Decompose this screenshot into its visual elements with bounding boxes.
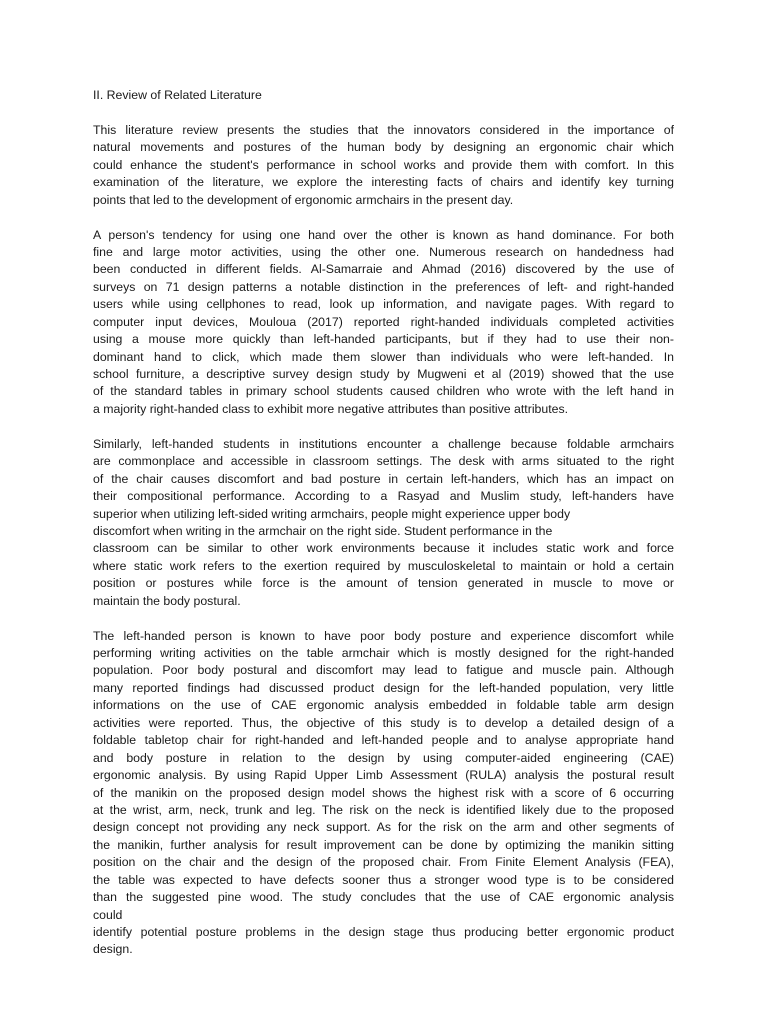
text-line: and body posture in relation to the design by using computer-aided engineering (CAE) bbox=[93, 750, 674, 765]
body-text bbox=[93, 122, 674, 959]
text-line: users while using cellphones to read, look up information, and navigate pages. With regard to bbox=[93, 297, 674, 312]
paragraph-3 bbox=[93, 436, 674, 610]
text-line: examination of the literature, we explore the interesting facts of chairs and identify key turning bbox=[93, 175, 674, 190]
paragraph-4 bbox=[93, 628, 674, 959]
text-line: design. bbox=[93, 942, 133, 957]
text-line: informations on the use of CAE ergonomic analysis embedded in foldable table arm design bbox=[93, 698, 674, 713]
text-line: could enhance the student's performance in school works and provide them with comfort. In this bbox=[93, 157, 674, 172]
text-line: school furniture, a descriptive survey design study by Mugweni et al (2019) showed that the use bbox=[93, 367, 674, 382]
text-line: The left-handed person is known to have poor body posture and experience discomfort while bbox=[93, 628, 674, 643]
text-line: their compositional performance. According to a Rasyad and Muslim study, left-handers have bbox=[93, 489, 674, 504]
text-line: than the suggested pine wood. The study concludes that the use of CAE ergonomic analysis bbox=[93, 890, 674, 905]
text-line: position on the chair and the design of the proposed chair. From Finite Element Analysis (FEA), bbox=[93, 855, 674, 870]
text-line: fine and large motor activities, using the other one. Numerous research on handedness had bbox=[93, 244, 674, 259]
text-line: of the manikin on the proposed design model shows the highest risk with a score of 6 occurring bbox=[93, 785, 674, 800]
section-heading: II. Review of Related Literature bbox=[93, 88, 262, 102]
text-line: been conducted in different fields. Al-Samarraie and Ahmad (2016) discovered by the use of bbox=[93, 262, 674, 277]
text-line: classroom can be similar to other work environments because it includes static work and force bbox=[93, 541, 674, 556]
text-line: are commonplace and accessible in classroom settings. The desk with arms situated to the right bbox=[93, 454, 674, 469]
text-line: surveys on 71 design patterns a notable distinction in the preferences of left- and right-handed bbox=[93, 279, 674, 294]
text-line: design concept not providing any neck support. As for the risk on the arm and other segments of bbox=[93, 820, 674, 835]
text-line: where static work refers to the exertion required by musculoskeletal to maintain or hold a certain bbox=[93, 558, 674, 573]
text-line: maintain the body postural. bbox=[93, 593, 241, 608]
text-line: of the chair causes discomfort and bad posture in certain left-handers, which has an impact on bbox=[93, 471, 674, 486]
text-line: dominant hand to click, which made them slower than individuals who were left-handed. In bbox=[93, 349, 674, 364]
text-line: activities were reported. Thus, the objective of this study is to develop a detailed design of a bbox=[93, 715, 674, 730]
paragraph-2 bbox=[93, 227, 674, 419]
text-line: discomfort when writing in the armchair on the right side. Student performance in the bbox=[93, 523, 553, 538]
document-page bbox=[93, 87, 674, 976]
text-line: natural movements and postures of the human body by designing an ergonomic chair which bbox=[93, 140, 674, 155]
text-line: could bbox=[93, 907, 123, 922]
text-line: This literature review presents the studies that the innovators considered in the importance of bbox=[93, 122, 674, 137]
text-line: Similarly, left-handed students in institutions encounter a challenge because foldable armchairs bbox=[93, 436, 674, 451]
text-line: foldable tabletop chair for right-handed and left-handed people and to analyse appropriate hand bbox=[93, 733, 674, 748]
text-line: ergonomic analysis. By using Rapid Upper Limb Assessment (RULA) analysis the postural result bbox=[93, 768, 674, 783]
text-line: of the standard tables in primary school students caused children who wrote with the left hand in bbox=[93, 384, 674, 399]
text-line: a majority right-handed class to exhibit more negative attributes than positive attributes. bbox=[93, 401, 569, 416]
text-line: many reported findings had discussed product design for the left-handed population, very little bbox=[93, 680, 674, 695]
text-line: the table was expected to have defects sooner thus a stronger wood type is to be considered bbox=[93, 872, 674, 887]
text-line: using a mouse more quickly than left-handed participants, but if they had to use their non- bbox=[93, 332, 674, 347]
text-line: position or postures while force is the amount of tension generated in muscle to move or bbox=[93, 576, 674, 591]
text-line: performing writing activities on the table armchair which is mostly designed for the right-handed bbox=[93, 646, 674, 661]
text-line: the manikin, further analysis for result improvement can be done by optimizing the manikin sitting bbox=[93, 837, 674, 852]
text-line: computer input devices, Mouloua (2017) reported right-handed individuals completed activities bbox=[93, 314, 674, 329]
text-line: A person's tendency for using one hand over the other is known as hand dominance. For both bbox=[93, 227, 674, 242]
text-line: points that led to the development of ergonomic armchairs in the present day. bbox=[93, 192, 514, 207]
text-line: identify potential posture problems in the design stage thus producing better ergonomic product bbox=[93, 925, 674, 940]
text-line: superior when utilizing left-sided writing armchairs, people might experience upper body bbox=[93, 506, 571, 521]
paragraph-1 bbox=[93, 122, 674, 209]
text-line: at the wrist, arm, neck, trunk and leg. The risk on the neck is identified likely due to the proposed bbox=[93, 802, 674, 817]
text-line: population. Poor body postural and discomfort may lead to fatigue and muscle pain. Although bbox=[93, 663, 674, 678]
